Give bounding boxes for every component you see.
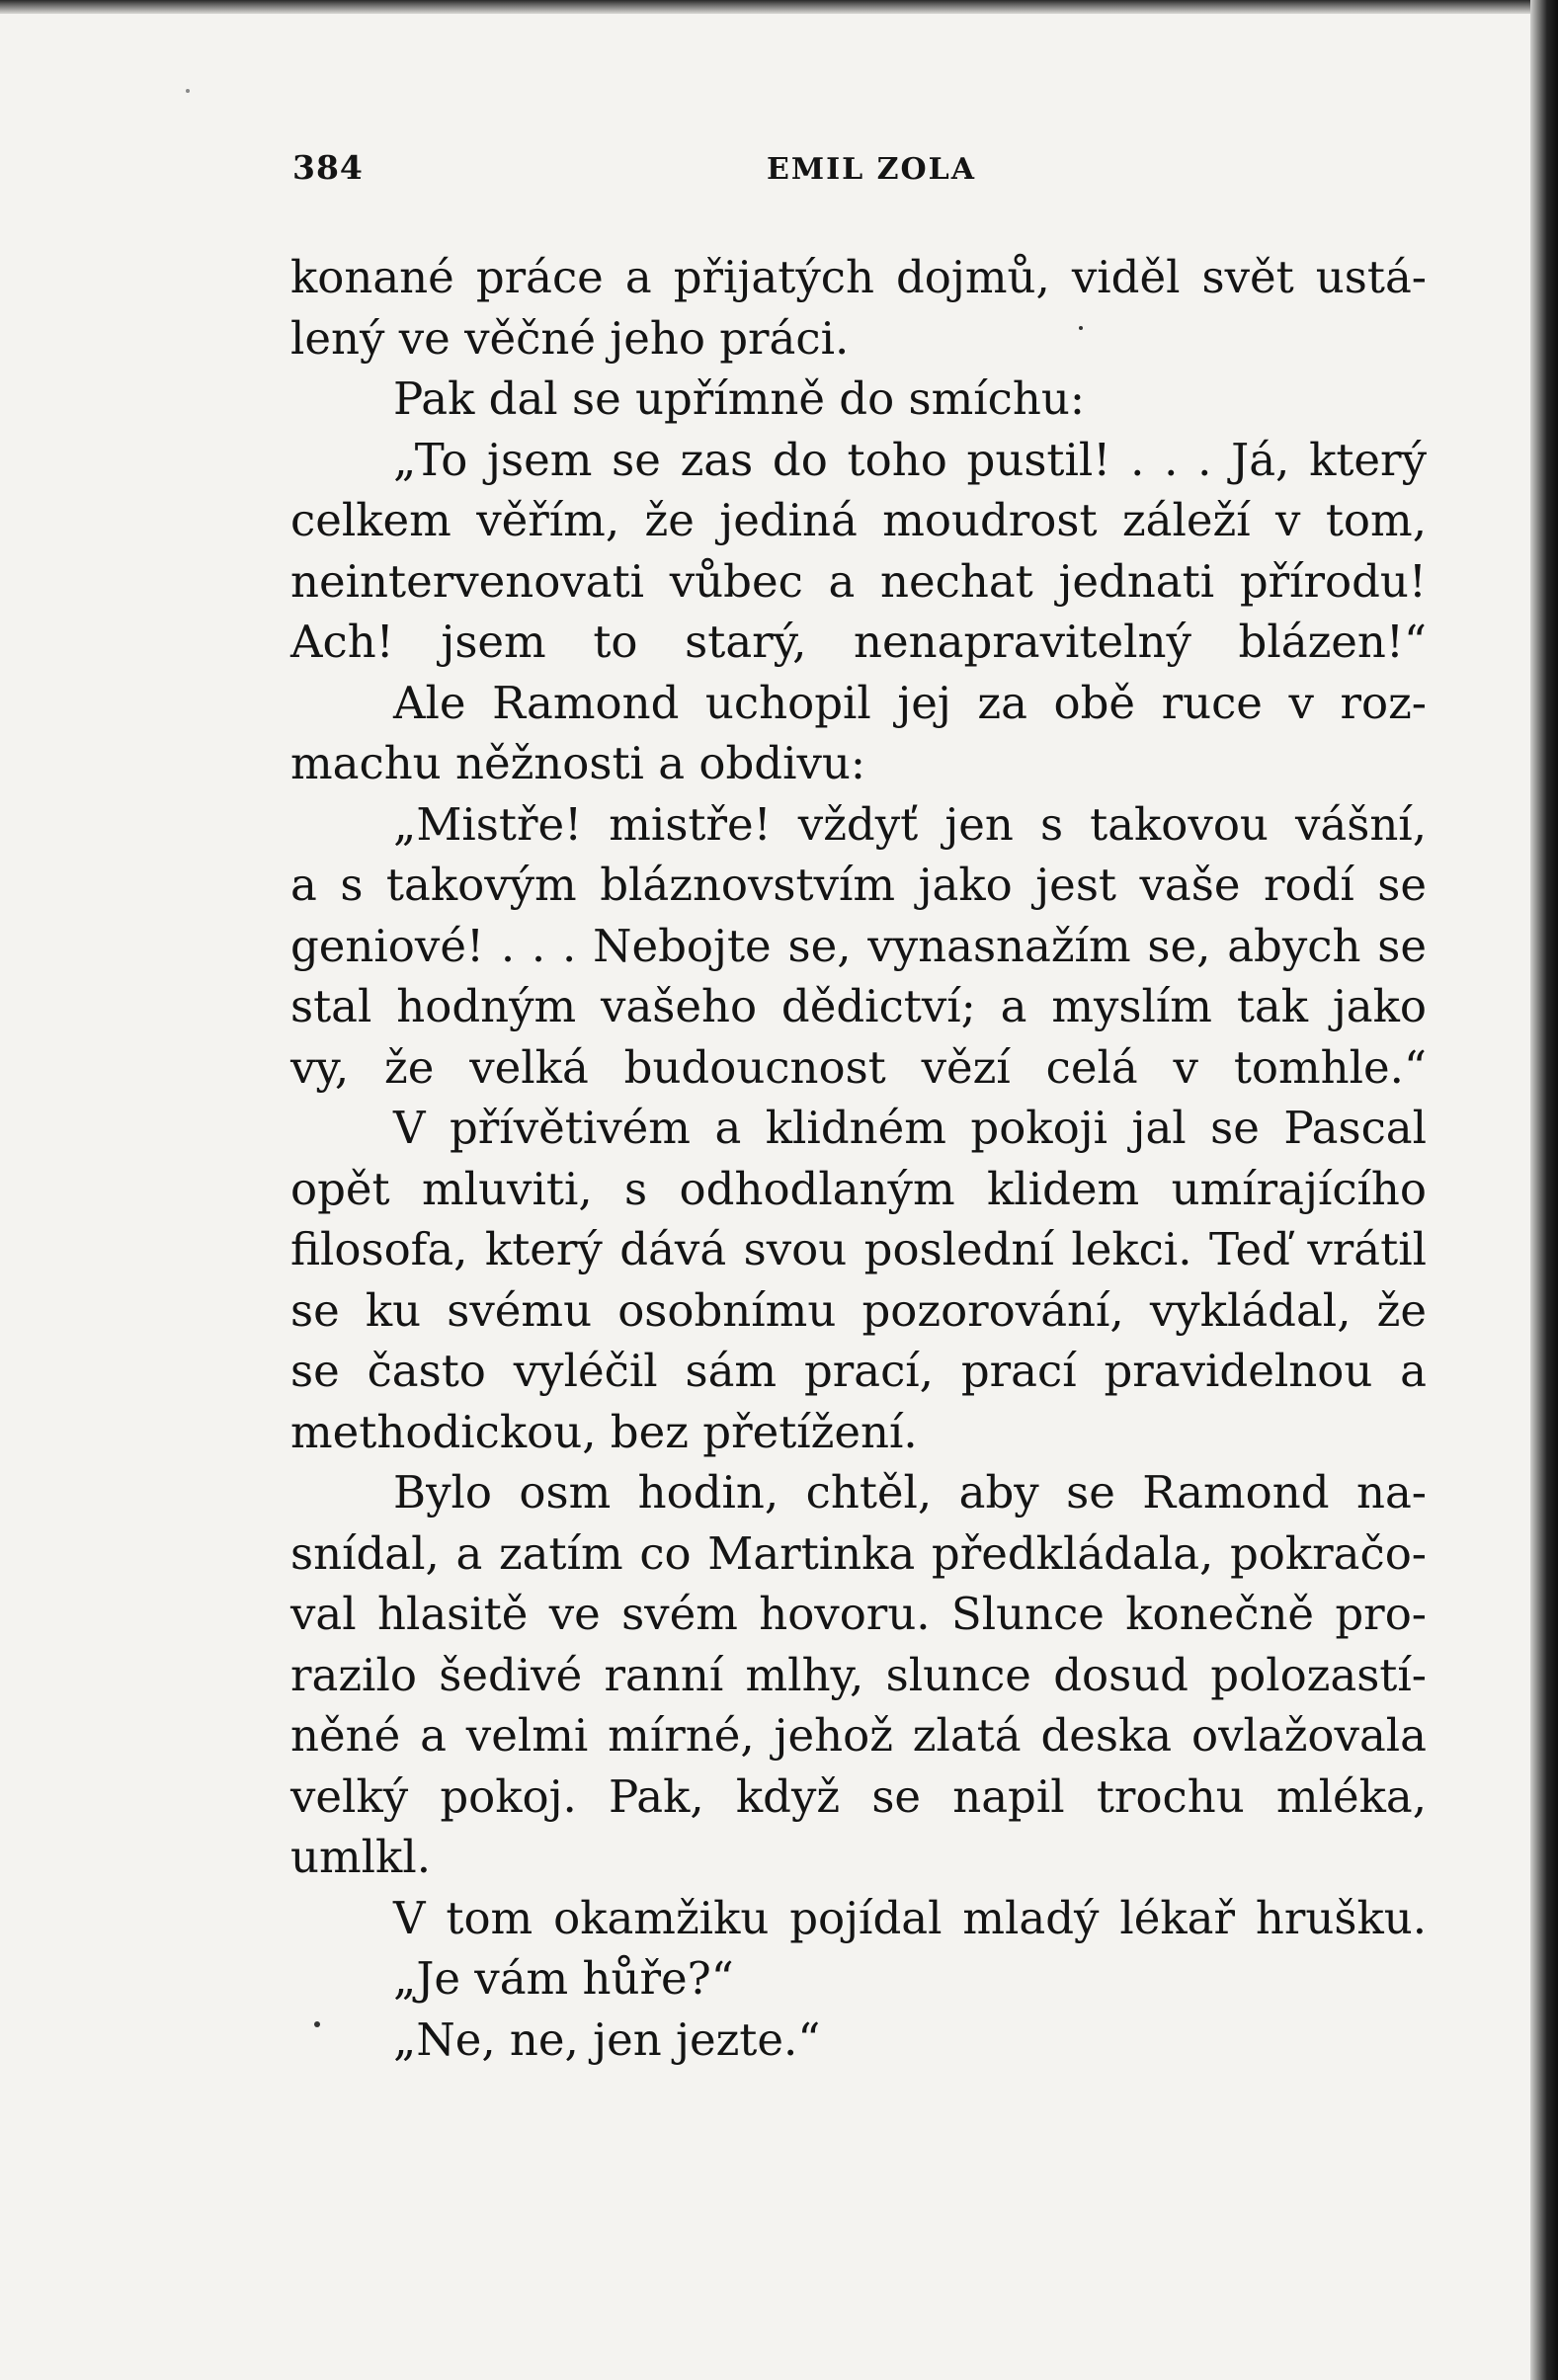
- page-header: [292, 148, 1429, 207]
- text-line: celkem věřím, že jediná moudrost záleží v tom,: [290, 494, 1427, 546]
- text-line: opět mluviti, s odhodlaným klidem umírajícího: [290, 1162, 1427, 1215]
- text-line: se často vyléčil sám prací, prací pravidelnou a: [290, 1345, 1427, 1397]
- scan-right-edge: [1530, 0, 1558, 2380]
- page-number: 384: [292, 148, 364, 187]
- text-line: machu něžnosti a obdivu:: [290, 737, 866, 789]
- text-line: stal hodným vašeho dědictví; a myslím tak jako: [290, 980, 1427, 1032]
- text-line: geniové! . . . Nebojte se, vynasnažím se, abych se: [290, 919, 1427, 972]
- text-line: Pak dal se upřímně do smíchu:: [393, 372, 1085, 425]
- text-line: Bylo osm hodin, chtěl, aby se Ramond na-: [393, 1466, 1427, 1518]
- text-line: filosofa, který dává svou poslední lekci. Teď vrátil: [290, 1223, 1427, 1275]
- text-line: Ale Ramond uchopil jej za obě ruce v roz-: [393, 676, 1427, 729]
- text-line: V přívětivém a klidném pokoji jal se Pascal: [393, 1102, 1427, 1154]
- scan-speck: [1079, 326, 1083, 330]
- text-line: razilo šedivé ranní mlhy, slunce dosud polozastí-: [290, 1648, 1427, 1701]
- text-line: něné a velmi mírné, jehož zlatá deska ovlažovala: [290, 1709, 1427, 1762]
- text-line: val hlasitě ve svém hovoru. Slunce konečně pro-: [290, 1588, 1427, 1640]
- text-line: snídal, a zatím co Martinka předkládala, pokračo-: [290, 1526, 1427, 1580]
- text-line: lený ve věčné jeho práci.: [290, 311, 850, 365]
- text-line: V tom okamžiku pojídal mladý lékař hrušku.: [393, 1891, 1427, 1944]
- running-head: EMIL ZOLA: [767, 152, 977, 187]
- scan-top-edge: [0, 0, 1558, 14]
- scan-speck: [186, 89, 190, 93]
- body-text: [290, 247, 1427, 2070]
- text-line: konané práce a přijatých dojmů, viděl svět ustá-: [290, 251, 1427, 303]
- text-line: vy, že velká budoucnost vězí celá v tomhle.“: [290, 1040, 1427, 1094]
- text-line: „Je vám hůře?“: [393, 1952, 734, 2005]
- text-line: se ku svému osobnímu pozorování, vykládal, že: [290, 1283, 1427, 1337]
- text-line: „To jsem se zas do toho pustil! . . . Já, který: [393, 433, 1427, 486]
- text-line: „Mistře! mistře! vždyť jen s takovou vášní,: [393, 797, 1427, 851]
- text-line: Ach! jsem to starý, nenapravitelný blázen!“: [290, 616, 1427, 668]
- text-line: neintervenovati vůbec a nechat jednati přírodu!: [290, 554, 1427, 608]
- scan-speck: [314, 2021, 320, 2027]
- text-line: velký pokoj. Pak, když se napil trochu mléka,: [290, 1769, 1427, 1823]
- text-line: „Ne, ne, jen jezte.“: [393, 2012, 821, 2066]
- text-line: a s takovým bláznovstvím jako jest vaše rodí se: [290, 859, 1427, 911]
- text-line: umlkl.: [290, 1831, 432, 1883]
- text-line: methodickou, bez přetížení.: [290, 1405, 918, 1458]
